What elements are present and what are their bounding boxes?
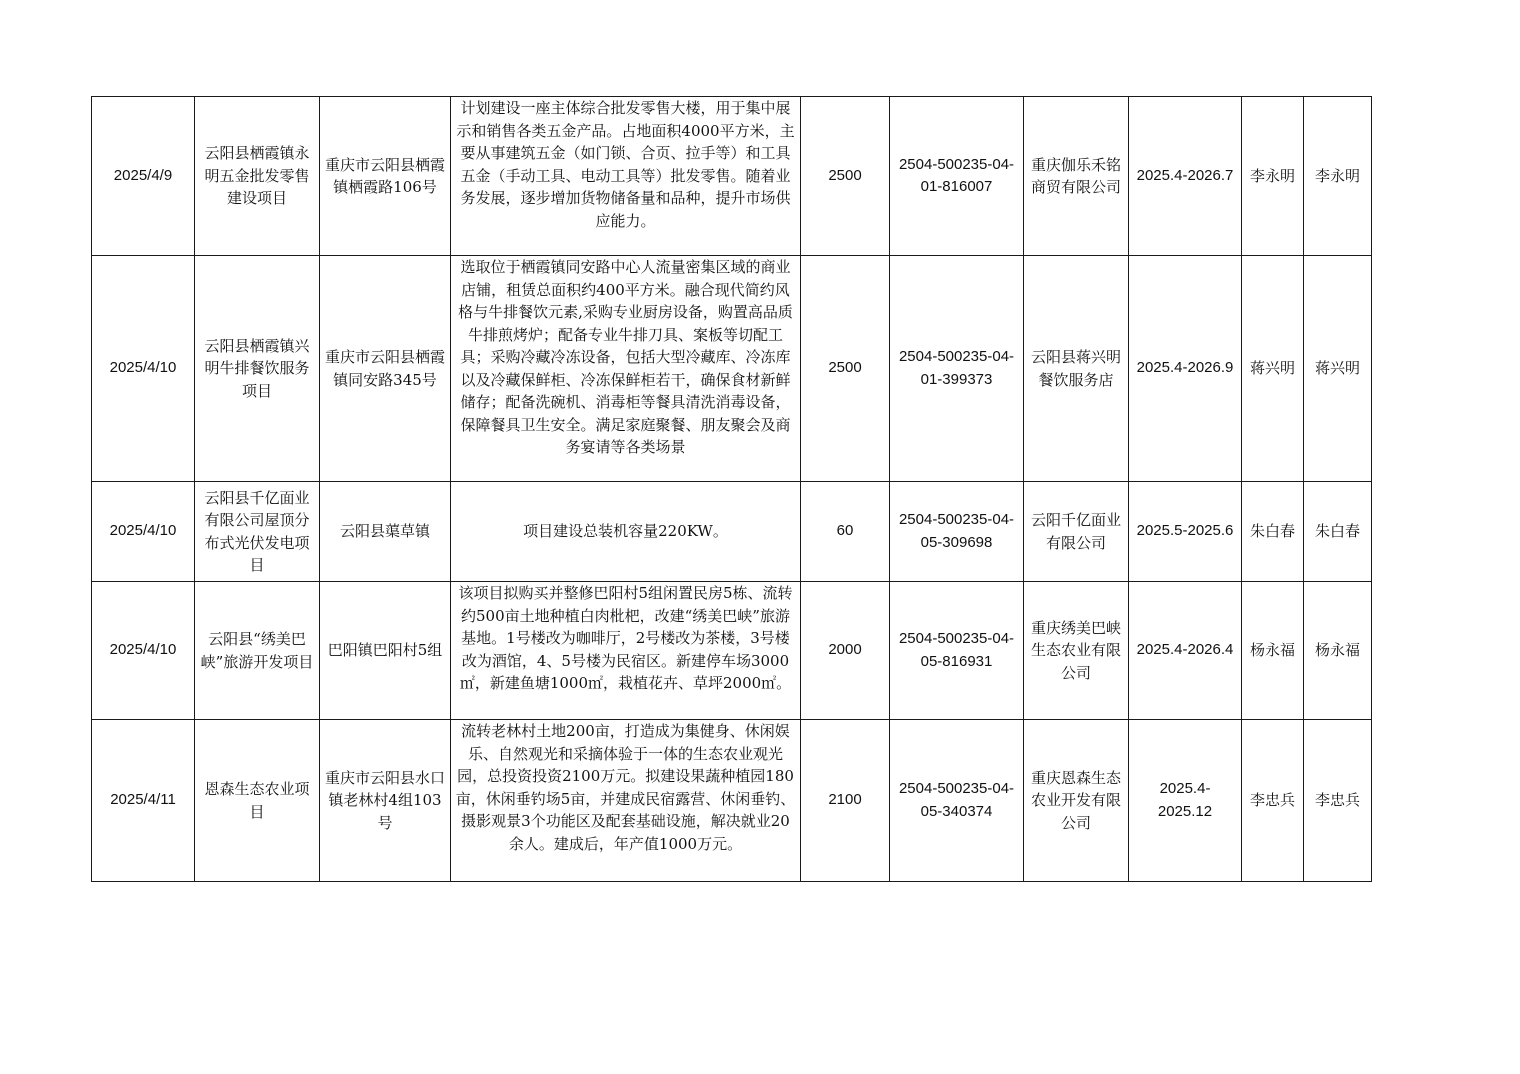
date-cell: 2025/4/10 [92, 482, 195, 582]
contact-cell: 李永明 [1304, 97, 1372, 256]
content-cell [451, 97, 801, 256]
company-cell: 重庆恩森生态农业开发有限公司 [1024, 720, 1129, 882]
contact-cell: 朱白春 [1304, 482, 1372, 582]
company-cell: 重庆伽乐禾铭商贸有限公司 [1024, 97, 1129, 256]
project-code-cell: 2504-500235-04-05-309698 [890, 482, 1024, 582]
project-name-cell: 云阳县栖霞镇永明五金批发零售建设项目 [195, 97, 320, 256]
address-cell: 重庆市云阳县栖霞镇同安路345号 [320, 256, 451, 482]
date-cell: 2025/4/10 [92, 256, 195, 482]
company-cell: 云阳县蒋兴明餐饮服务店 [1024, 256, 1129, 482]
period-cell: 2025.4-2026.4 [1129, 582, 1242, 720]
content-cell [451, 720, 801, 882]
period-cell: 2025.4-2026.7 [1129, 97, 1242, 256]
address-cell: 云阳县蕖草镇 [320, 482, 451, 582]
legal-person-cell: 蒋兴明 [1242, 256, 1304, 482]
project-name-cell: 云阳县千亿面业有限公司屋顶分布式光伏发电项目 [195, 482, 320, 582]
legal-person-cell: 杨永福 [1242, 582, 1304, 720]
project-name-cell: 云阳县“绣美巴峡”旅游开发项目 [195, 582, 320, 720]
legal-person-cell: 李忠兵 [1242, 720, 1304, 882]
content-cell [451, 256, 801, 482]
content-text: 计划建设一座主体综合批发零售大楼，用于集中展示和销售各类五金产品。占地面积4000平方米，主要从事建筑五金（如门锁、合页、拉手等）和工具五金（手动工具、电动工具等）批发零售。随着业务发展，逐步增加货物储备量和品种，提升市场供应能力。 [456, 99, 795, 230]
company-cell: 云阳千亿面业有限公司 [1024, 482, 1129, 582]
table-row [92, 256, 1372, 482]
project-name-cell: 恩森生态农业项目 [195, 720, 320, 882]
project-code-cell: 2504-500235-04-01-399373 [890, 256, 1024, 482]
investment-cell: 2500 [801, 97, 890, 256]
project-code-cell: 2504-500235-04-05-340374 [890, 720, 1024, 882]
investment-cell: 2000 [801, 582, 890, 720]
legal-person-cell: 朱白春 [1242, 482, 1304, 582]
table-row [92, 720, 1372, 882]
period-cell: 2025.4-2025.12 [1129, 720, 1242, 882]
content-text: 流转老林村土地200亩，打造成为集健身、休闲娱乐、自然观光和采摘体验于一体的生态农业观光园，总投资投资2100万元。拟建设果蔬种植园180亩，休闲垂钓场5亩，并建成民宿露营、休闲垂钓、摄影观景3个功能区及配套基础设施，解决就业20余人。建成后，年产值1000万元。 [455, 722, 796, 853]
contact-cell: 杨永福 [1304, 582, 1372, 720]
legal-person-cell: 李永明 [1242, 97, 1304, 256]
content-cell [451, 582, 801, 720]
period-cell: 2025.4-2026.9 [1129, 256, 1242, 482]
project-table [91, 96, 1372, 882]
table-row [92, 97, 1372, 256]
investment-cell: 60 [801, 482, 890, 582]
table-row [92, 482, 1372, 582]
company-cell: 重庆绣美巴峡生态农业有限公司 [1024, 582, 1129, 720]
date-cell: 2025/4/10 [92, 582, 195, 720]
address-cell: 重庆市云阳县水口镇老林村4组103号 [320, 720, 451, 882]
date-cell: 2025/4/11 [92, 720, 195, 882]
content-text: 选取位于栖霞镇同安路中心人流量密集区域的商业店铺，租赁总面积约400平方米。融合现代简约风格与牛排餐饮元素,采购专业厨房设备，购置高品质牛排煎烤炉；配备专业牛排刀具、案板等切配工具；采购冷藏冷冻设备，包括大型冷藏库、冷冻库以及冷藏保鲜柜、冷冻保鲜柜若干，确保食材新鲜储存；配备洗碗机、消毒柜等餐具清洗消毒设备，保障餐具卫生安全。满足家庭聚餐、朋友聚会及商务宴请等各类场景 [458, 258, 793, 456]
project-code-cell: 2504-500235-04-01-816007 [890, 97, 1024, 256]
period-cell: 2025.5-2025.6 [1129, 482, 1242, 582]
address-cell: 巴阳镇巴阳村5组 [320, 582, 451, 720]
contact-cell: 蒋兴明 [1304, 256, 1372, 482]
table-row [92, 582, 1372, 720]
project-name-cell: 云阳县栖霞镇兴明牛排餐饮服务项目 [195, 256, 320, 482]
investment-cell: 2100 [801, 720, 890, 882]
address-cell: 重庆市云阳县栖霞镇栖霞路106号 [320, 97, 451, 256]
investment-cell: 2500 [801, 256, 890, 482]
project-code-cell: 2504-500235-04-05-816931 [890, 582, 1024, 720]
content-text: 该项目拟购买并整修巴阳村5组闲置民房5栋、流转约500亩土地种植白肉枇杷，改建“绣美巴峡”旅游基地。1号楼改为咖啡厅，2号楼改为茶楼，3号楼改为酒馆，4、5号楼为民宿区。新建停车场3000㎡，新建鱼塘1000㎡，栽植花卉、草坪2000㎡。 [458, 584, 793, 692]
content-cell: 项目建设总装机容量220KW。 [451, 482, 801, 582]
date-cell: 2025/4/9 [92, 97, 195, 256]
contact-cell: 李忠兵 [1304, 720, 1372, 882]
